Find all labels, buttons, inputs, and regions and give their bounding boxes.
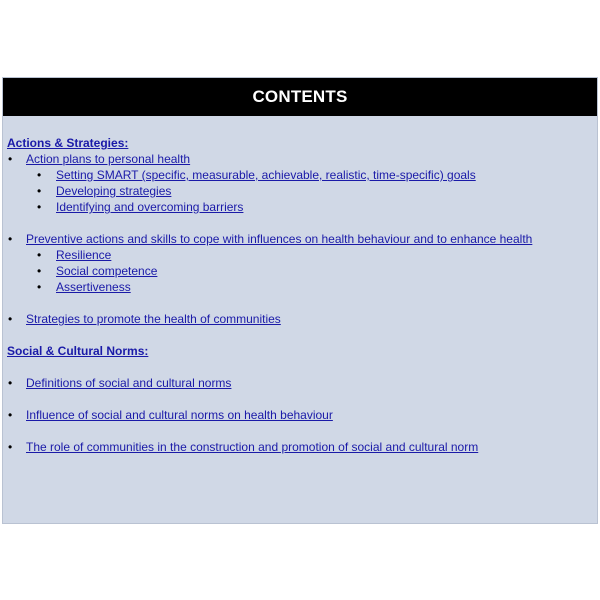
link-overcoming-barriers[interactable]: Identifying and overcoming barriers xyxy=(56,200,244,214)
page-title: CONTENTS xyxy=(252,87,348,106)
spacer xyxy=(7,295,593,311)
list-item xyxy=(7,183,593,199)
list-item xyxy=(7,231,593,247)
list-item xyxy=(7,407,593,423)
header-bar xyxy=(3,78,597,116)
bullet-icon: • xyxy=(37,168,42,182)
list-item xyxy=(7,199,593,215)
bullet-icon: • xyxy=(8,408,13,422)
spacer xyxy=(7,391,593,407)
list-item xyxy=(7,247,593,263)
bullet-icon: • xyxy=(8,152,13,166)
list-item xyxy=(7,311,593,327)
bullet-icon: • xyxy=(37,280,42,294)
spacer xyxy=(7,215,593,231)
bullet-icon: • xyxy=(8,440,13,454)
bullet-icon: • xyxy=(8,232,13,246)
list-item xyxy=(7,439,593,455)
section-norms-heading-row xyxy=(7,343,593,359)
spacer xyxy=(7,359,593,375)
list-item xyxy=(7,167,593,183)
list-item xyxy=(7,279,593,295)
bullet-icon: • xyxy=(8,312,13,326)
link-resilience[interactable]: Resilience xyxy=(56,248,112,262)
list-item xyxy=(7,263,593,279)
list-item xyxy=(7,375,593,391)
link-social-competence[interactable]: Social competence xyxy=(56,264,158,278)
spacer xyxy=(7,327,593,343)
contents-list xyxy=(7,135,593,455)
bullet-icon: • xyxy=(37,264,42,278)
spacer xyxy=(7,423,593,439)
link-norm-definitions[interactable]: Definitions of social and cultural norms xyxy=(26,376,232,390)
link-norm-influence[interactable]: Influence of social and cultural norms on health behaviour xyxy=(26,408,333,422)
bullet-icon: • xyxy=(37,248,42,262)
section-actions-heading-row xyxy=(7,135,593,151)
link-action-plans[interactable]: Action plans to personal health xyxy=(26,152,191,166)
bullet-icon: • xyxy=(37,184,42,198)
link-assertiveness[interactable]: Assertiveness xyxy=(56,280,131,294)
list-item xyxy=(7,151,593,167)
contents-slide xyxy=(2,77,598,524)
section-heading-norms[interactable]: Social & Cultural Norms: xyxy=(7,344,149,358)
link-preventive-actions[interactable]: Preventive actions and skills to cope with influences on health behaviour and to enhance health xyxy=(26,232,533,246)
link-community-role[interactable]: The role of communities in the construction and promotion of social and cultural norm xyxy=(26,440,479,454)
link-smart-goals[interactable]: Setting SMART (specific, measurable, achievable, realistic, time-specific) goals xyxy=(56,168,476,182)
bullet-icon: • xyxy=(37,200,42,214)
section-heading-actions[interactable]: Actions & Strategies: xyxy=(7,136,129,150)
bullet-icon: • xyxy=(8,376,13,390)
link-developing-strategies[interactable]: Developing strategies xyxy=(56,184,172,198)
link-community-strategies[interactable]: Strategies to promote the health of communities xyxy=(26,312,281,326)
